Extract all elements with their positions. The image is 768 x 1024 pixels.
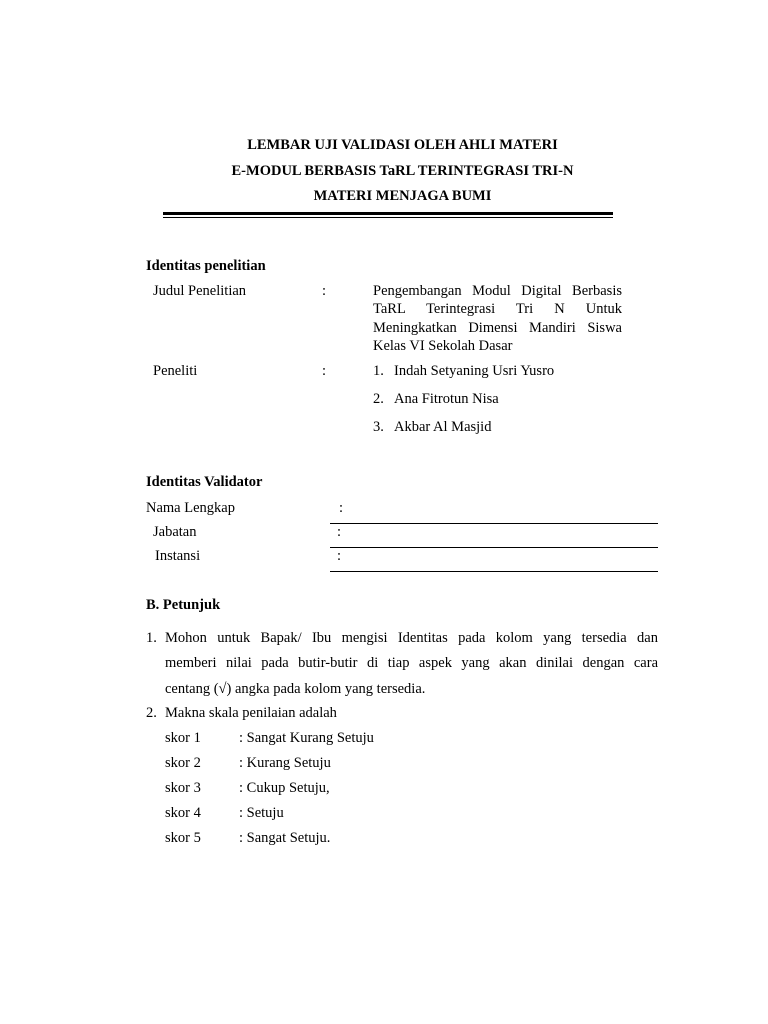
petunjuk-item-1-num: 1. — [146, 630, 157, 646]
judul-line-4: Kelas VI Sekolah Dasar — [373, 338, 513, 354]
petunjuk-item-1-line-2: memberi nilai pada butir-butir di tiap aspek yang akan dinilai dengan cara — [165, 655, 658, 671]
validator-jabatan-field[interactable] — [330, 547, 658, 548]
judul-line-3: Meningkatkan Dimensi Mandiri Siswa — [373, 320, 622, 336]
petunjuk-item-2-text: Makna skala penilaian adalah — [165, 705, 337, 721]
judul-label: Judul Penelitian — [153, 283, 247, 299]
skala-skor-3: skor 3 — [165, 780, 201, 796]
skala-skor-5: skor 5 — [165, 830, 201, 846]
validator-instansi-label: Instansi — [155, 548, 201, 564]
header-rule-thin — [163, 217, 613, 218]
peneliti-num-3: 3. — [373, 419, 384, 435]
skala-makna-2: : Kurang Setuju — [239, 755, 331, 771]
skala-makna-4: : Setuju — [239, 805, 284, 821]
validator-nama-label: Nama Lengkap — [146, 500, 235, 516]
validator-jabatan-label: Jabatan — [153, 524, 197, 540]
peneliti-num-1: 1. — [373, 363, 384, 379]
judul-colon: : — [322, 283, 327, 299]
skala-makna-3: : Cukup Setuju, — [239, 780, 330, 796]
header-rule-thick — [163, 212, 613, 215]
validator-instansi-colon: : — [337, 548, 342, 564]
validator-nama-colon: : — [339, 500, 344, 516]
skala-makna-5: : Sangat Setuju. — [239, 830, 331, 846]
peneliti-colon: : — [322, 363, 327, 379]
judul-line-2: TaRL Terintegrasi Tri N Untuk — [373, 301, 622, 317]
peneliti-name-1: Indah Setyaning Usri Yusro — [394, 363, 555, 379]
peneliti-num-2: 2. — [373, 391, 384, 407]
title-line-3: MATERI MENJAGA BUMI — [313, 188, 492, 204]
peneliti-name-3: Akbar Al Masjid — [394, 419, 492, 435]
skala-skor-2: skor 2 — [165, 755, 201, 771]
skala-makna-1: : Sangat Kurang Setuju — [239, 730, 374, 746]
validator-nama-field[interactable] — [330, 523, 658, 524]
petunjuk-item-1-line-3: centang (√) angka pada kolom yang tersedia. — [165, 681, 426, 697]
validator-jabatan-colon: : — [337, 524, 342, 540]
petunjuk-heading: B. Petunjuk — [146, 597, 221, 613]
validator-instansi-field[interactable] — [330, 571, 658, 572]
title-line-1: LEMBAR UJI VALIDASI OLEH AHLI MATERI — [247, 137, 558, 153]
petunjuk-item-1-line-1: Mohon untuk Bapak/ Ibu mengisi Identitas pada kolom yang tersedia dan — [165, 630, 658, 646]
peneliti-label: Peneliti — [153, 363, 198, 379]
skala-skor-4: skor 4 — [165, 805, 201, 821]
title-line-2: E-MODUL BERBASIS TaRL TERINTEGRASI TRI-N — [231, 163, 574, 179]
identitas-validator-heading: Identitas Validator — [146, 474, 263, 490]
peneliti-name-2: Ana Fitrotun Nisa — [394, 391, 499, 407]
judul-line-1: Pengembangan Modul Digital Berbasis — [373, 283, 622, 299]
petunjuk-item-2-num: 2. — [146, 705, 157, 721]
identitas-penelitian-heading: Identitas penelitian — [146, 258, 266, 274]
skala-skor-1: skor 1 — [165, 730, 201, 746]
